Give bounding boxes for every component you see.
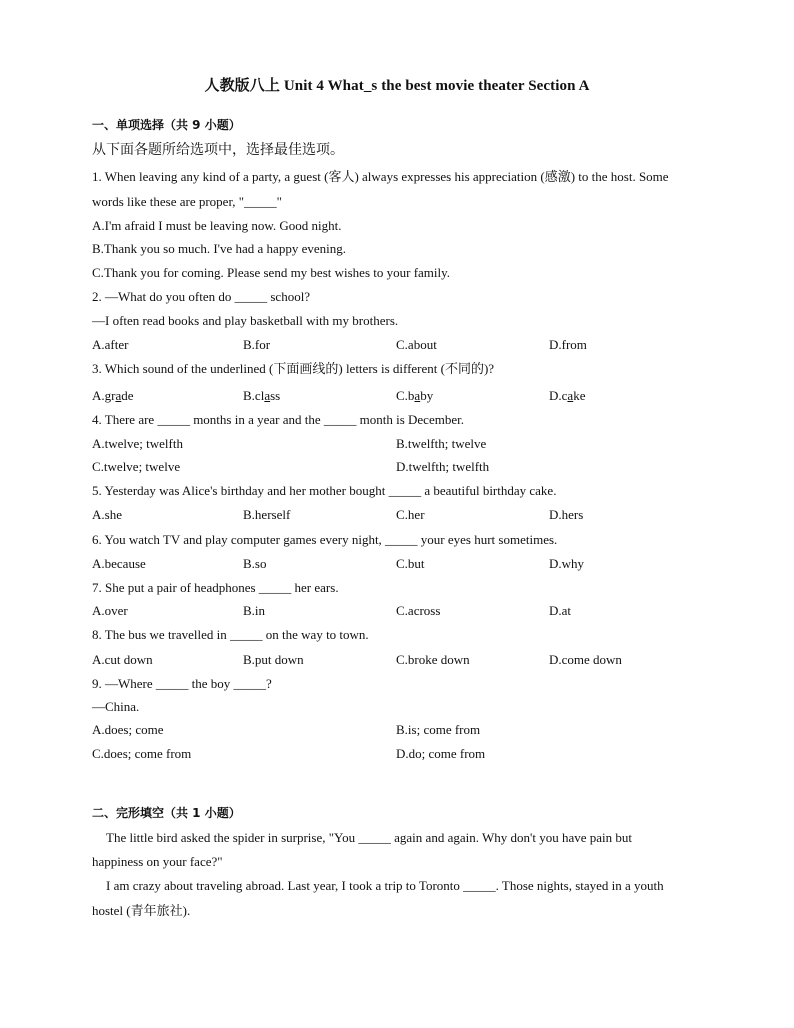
question-6-stem: 6. You watch TV and play computer games every night, _____ your eyes hurt sometimes. (92, 532, 558, 547)
question-6-option-d: D.why (549, 556, 585, 571)
question-4-option-a: A.twelve; twelfth (92, 436, 183, 451)
question-3-option-c: C.baby (396, 388, 434, 403)
question-9-stem: 9. —Where _____ the boy _____? (92, 676, 272, 691)
question-7-option-a: A.over (92, 603, 128, 618)
page-title: 人教版八上 Unit 4 What_s the best movie theater Section A (204, 78, 590, 94)
question-6-option-c: C.but (396, 556, 425, 571)
question-8-option-b: B.put down (243, 652, 304, 667)
question-1-stem: 1. When leaving any kind of a party, a guest (客人) always expresses his appreciation (感激) to the host. Some (92, 169, 669, 184)
question-4-stem: 4. There are _____ months in a year and the _____ month is December. (92, 412, 464, 427)
question-5-option-a: A.she (92, 507, 122, 522)
cloze-paragraph-1: The little bird asked the spider in surprise, "You _____ again and again. Why don't you have pain but (106, 830, 632, 845)
underlined-letter: a (115, 388, 122, 403)
question-7-option-c: C.across (396, 603, 441, 618)
question-8-option-a: A.cut down (92, 652, 153, 667)
question-3-option-a: A.grade (92, 388, 134, 403)
question-2-option-d: D.from (549, 337, 587, 352)
question-2-option-c: C.about (396, 337, 437, 352)
question-9-option-c: C.does; come from (92, 746, 192, 761)
section-heading-multiple-choice: 一、单项选择（共 9 小题） (92, 118, 241, 132)
cloze-paragraph-1-cont: happiness on your face?" (92, 854, 223, 869)
question-9-option-a: A.does; come (92, 722, 164, 737)
question-8-option-d: D.come down (549, 652, 622, 667)
question-4-option-c: C.twelve; twelve (92, 459, 181, 474)
cloze-paragraph-2-cont: hostel (青年旅社). (92, 903, 191, 918)
question-7-option-d: D.at (549, 603, 572, 618)
question-9-option-b: B.is; come from (396, 722, 481, 737)
question-2-option-b: B.for (243, 337, 271, 352)
question-1-option-a: A.I'm afraid I must be leaving now. Good night. (92, 218, 342, 233)
question-2-stem: 2. —What do you often do _____ school? (92, 289, 311, 304)
question-1-option-c: C.Thank you for coming. Please send my best wishes to your family. (92, 265, 451, 280)
question-3-stem: 3. Which sound of the underlined (下面画线的) letters is different (不同的)? (92, 361, 495, 376)
underlined-letter: a (567, 388, 574, 403)
underlined-letter: a (264, 388, 271, 403)
question-6-option-a: A.because (92, 556, 146, 571)
question-4-option-d: D.twelfth; twelfth (396, 459, 490, 474)
question-1-stem-cont: words like these are proper, "_____" (92, 194, 282, 209)
question-2-stem-cont: —I often read books and play basketball with my brothers. (92, 313, 399, 328)
section-instruction: 从下面各题所给选项中，选择最佳选项。 (92, 143, 344, 158)
question-4-option-b: B.twelfth; twelve (396, 436, 487, 451)
question-2-option-a: A.after (92, 337, 129, 352)
section-heading-cloze: 二、完形填空（共 1 小题） (92, 806, 241, 820)
question-5-stem: 5. Yesterday was Alice's birthday and her mother bought _____ a beautiful birthday cake. (92, 483, 557, 498)
question-7-option-b: B.in (243, 603, 266, 618)
question-9-stem-cont: —China. (92, 699, 140, 714)
question-9-option-d: D.do; come from (396, 746, 486, 761)
cloze-paragraph-2: I am crazy about traveling abroad. Last year, I took a trip to Toronto _____. Those nights, stayed in a youth (106, 878, 664, 893)
question-7-stem: 7. She put a pair of headphones _____ her ears. (92, 580, 339, 595)
question-5-option-b: B.herself (243, 507, 291, 522)
question-6-option-b: B.so (243, 556, 267, 571)
question-8-stem: 8. The bus we travelled in _____ on the way to town. (92, 627, 369, 642)
underlined-letter: a (414, 388, 421, 403)
question-5-option-d: D.hers (549, 507, 584, 522)
question-8-option-c: C.broke down (396, 652, 470, 667)
question-1-option-b: B.Thank you so much. I've had a happy evening. (92, 241, 346, 256)
question-3-option-d: D.cake (549, 388, 586, 403)
question-5-option-c: C.her (396, 507, 425, 522)
question-3-option-b: B.class (243, 388, 281, 403)
